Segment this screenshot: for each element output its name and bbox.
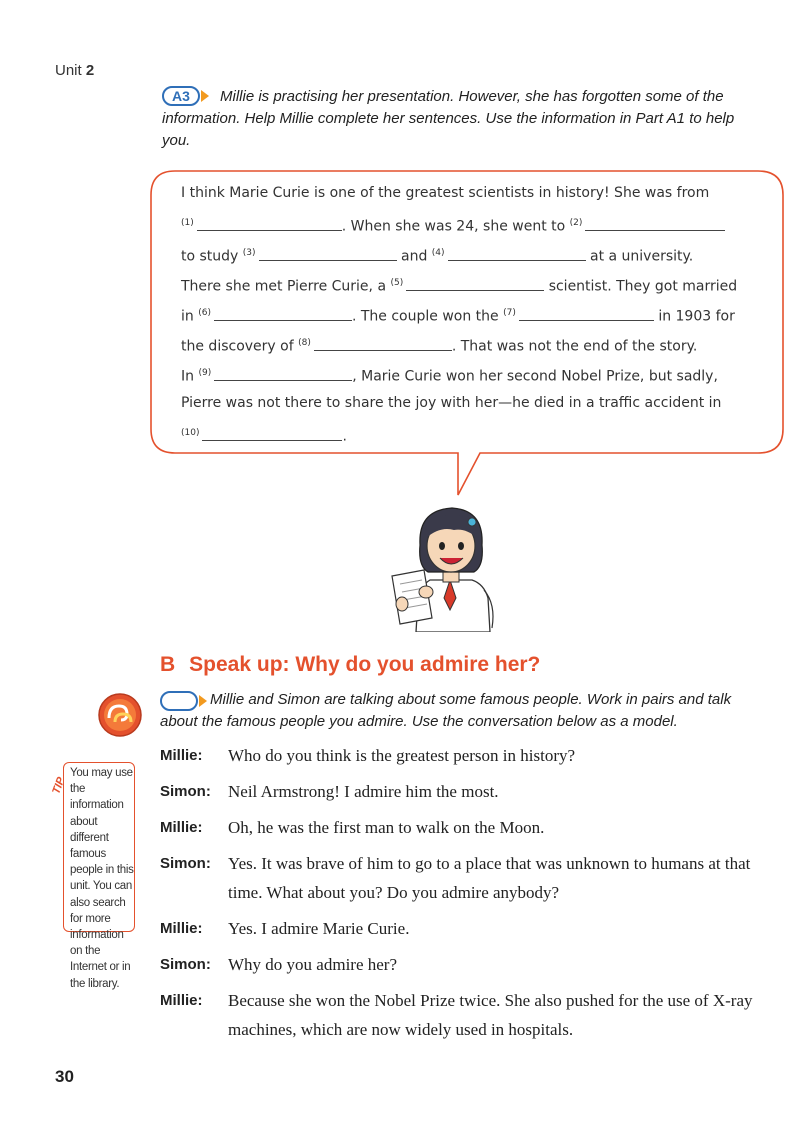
dialogue-row	[160, 813, 780, 842]
speaker: Simon:	[160, 956, 211, 973]
blank-number-7: (7)	[503, 308, 516, 318]
blank-7[interactable]	[519, 306, 654, 321]
dialogue-line: Because she won the Nobel Prize twice. She also pushed for the use of X-ray machines, which are now widely used in hospitals.	[228, 991, 753, 1039]
dialogue-line: Why do you admire her?	[228, 955, 397, 974]
blank-number-1: (1)	[181, 218, 194, 228]
bubble-text-1: I think Marie Curie is one of the greatest scientists in history! She was from	[181, 185, 710, 201]
dialogue-row	[160, 914, 780, 943]
dialogue-line: Who do you think is the greatest person in history?	[228, 746, 576, 765]
blank-5[interactable]	[406, 276, 544, 291]
dialogue-line: Oh, he was the first man to walk on the Moon.	[228, 818, 545, 837]
dialogue	[160, 741, 780, 1051]
section-b-title	[160, 653, 540, 677]
bubble-text-16: .	[342, 428, 347, 445]
bubble-text-8: in	[181, 308, 194, 325]
blank-6[interactable]	[214, 306, 352, 321]
tip-label	[43, 770, 71, 800]
dialogue-row	[160, 950, 780, 979]
millie-illustration	[380, 500, 505, 632]
a3-badge-text: A3	[172, 88, 190, 104]
unit-header	[55, 62, 94, 79]
tip-text: You may use the information about different famous people in this unit. You can also search for more information on the Internet or in the library.	[70, 767, 134, 990]
dialogue-row	[160, 777, 780, 806]
bubble-text-11: the discovery of	[181, 338, 294, 355]
bubble-text-6: There she met Pierre Curie, a	[181, 278, 387, 295]
speaker: Millie:	[160, 747, 203, 764]
blank-number-2: (2)	[569, 218, 583, 228]
blank-3[interactable]	[259, 246, 397, 261]
tip-label-text: TIP	[50, 775, 68, 796]
unit-number: 2	[85, 62, 95, 79]
blank-number-6: (6)	[198, 308, 211, 318]
blank-10[interactable]	[202, 426, 342, 441]
bubble-text-13: In	[181, 368, 195, 385]
speaker: Millie:	[160, 992, 203, 1009]
bubble-text-3: to study	[181, 248, 239, 265]
bubble-text-12: . That was not the end of the story.	[451, 338, 698, 355]
section-b-heading: Speak up: Why do you admire her?	[189, 653, 541, 676]
page-number: 30	[55, 1067, 74, 1086]
section-b-instruction: Millie and Simon are talking about some famous people. Work in pairs and talk about the famous people you admire. Use the conversation below as a model.	[160, 691, 732, 730]
bubble-text-14: , Marie Curie won her second Nobel Prize, but sadly,	[352, 368, 718, 385]
bubble-text-9: . The couple won the	[351, 308, 499, 325]
blank-9[interactable]	[214, 366, 352, 381]
dialogue-row	[160, 986, 780, 1044]
blank-1[interactable]	[197, 216, 342, 231]
section-b-letter: B	[160, 653, 176, 676]
blank-8[interactable]	[314, 336, 452, 351]
blank-number-3: (3)	[242, 248, 256, 258]
speaker: Millie:	[160, 920, 203, 937]
bubble-text-4: and	[401, 248, 428, 265]
bubble-text-2: . When she was 24, she went to	[341, 218, 566, 235]
bubble-text	[181, 178, 741, 448]
dialogue-line: Yes. It was brave of him to go to a place that was unknown to humans at that time. What about you? Do you admire anybody?	[228, 854, 751, 902]
speaker: Simon:	[160, 855, 211, 872]
blank-number-9: (9)	[198, 368, 212, 378]
speaker: Millie:	[160, 819, 203, 836]
speaking-icon	[97, 692, 143, 738]
dialogue-line: Neil Armstrong! I admire him the most.	[228, 782, 499, 801]
blank-number-8: (8)	[298, 338, 311, 348]
speaker: Simon:	[160, 783, 211, 800]
blank-number-4: (4)	[431, 248, 445, 258]
blank-number-5: (5)	[390, 278, 404, 288]
a3-instruction: Millie is practising her presentation. However, she has forgotten some of the information. Help Millie complete her sentences. Use the information in Part A1 to help you.	[162, 88, 735, 149]
unit-label: Unit	[55, 62, 82, 79]
blank-2[interactable]	[585, 216, 725, 231]
bubble-text-15: Pierre was not there to share the joy with her—he died in a traffic accident in	[181, 395, 722, 411]
bubble-text-5: at a university.	[590, 248, 694, 265]
bubble-text-10: in 1903 for	[658, 308, 735, 325]
blank-4[interactable]	[448, 246, 586, 261]
blank-number-10: (10)	[181, 428, 200, 438]
bubble-text-7: scientist. They got married	[548, 278, 738, 295]
dialogue-row	[160, 849, 780, 907]
dialogue-row	[160, 741, 780, 770]
dialogue-line: Yes. I admire Marie Curie.	[228, 919, 410, 938]
